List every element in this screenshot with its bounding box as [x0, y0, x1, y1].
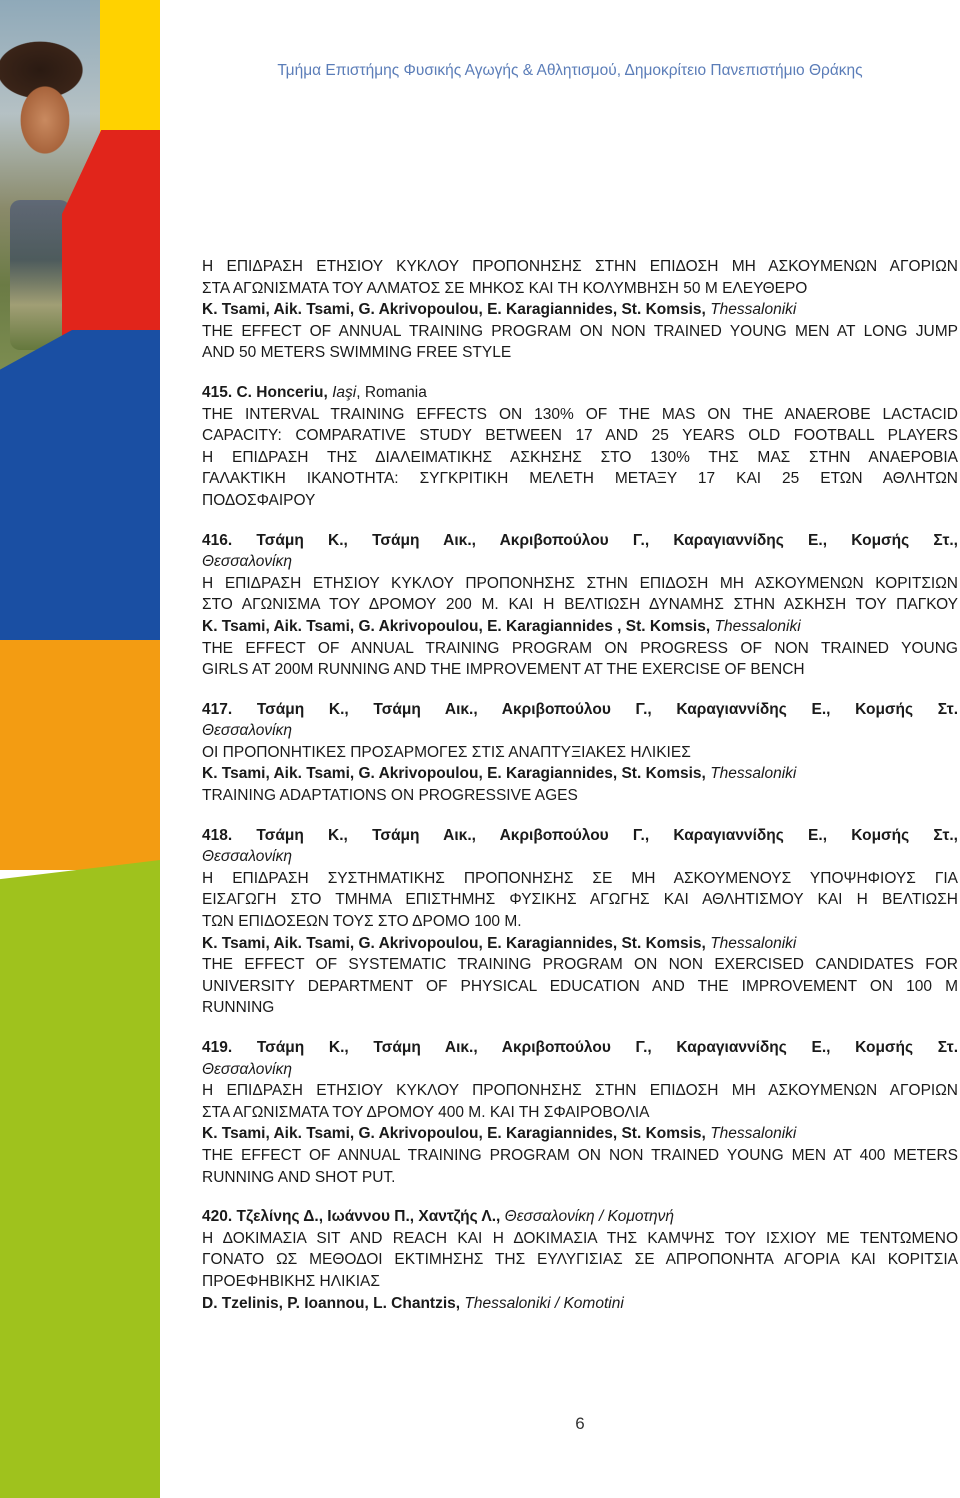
gr-authors: 417. Τσάμη Κ., Τσάμη Αικ., Ακριβοπούλου Γ., Καραγιαννίδης Ε., Κομσής Στ. [202, 700, 958, 718]
en-city: Iaşi [332, 383, 357, 401]
gr-title-line: ΠΟΔΟΣΦΑΙΡΟΥ [202, 491, 316, 509]
en-city: Thessaloniki [714, 617, 801, 635]
en-authors: K. Tsami, Aik. Tsami, G. Akrivopoulou, E. Karagiannides , St. Komsis, [202, 617, 711, 635]
gr-title-line: Η ΔΟΚΙΜΑΣΙΑ SIT AND REACH ΚΑΙ Η ΔΟΚΙΜΑΣΙΑ ΤΗΣ ΚΑΜΨΗΣ ΤΟΥ ΙΣΧΙΟΥ ΜΕ ΤΕΝΤΩΜΕΝΟ [202, 1229, 958, 1247]
page-header: Τμήμα Επιστήμης Φυσικής Αγωγής & Αθλητισμού, Δημοκρίτειο Πανεπιστήμιο Θράκης [277, 62, 863, 79]
abstract-416 [202, 530, 958, 681]
en-title-line: RUNNING [202, 999, 275, 1017]
gr-title-line: ΣΤΟ ΑΓΩΝΙΣΜΑ ΤΟΥ ΔΡΟΜΟΥ 200 Μ. ΚΑΙ Η ΒΕΛΤΙΩΣΗ ΔΥΝΑΜΗΣ ΣΤΗΝ ΑΣΚΗΣΗ ΤΟΥ ΠΑΓΚΟΥ [202, 596, 958, 614]
gr-title-line: ΣΤΑ ΑΓΩΝΙΣΜΑΤΑ ΤΟΥ ΑΛΜΑΤΟΣ ΣΕ ΜΗΚΟΣ ΚΑΙ ΤΗ ΚΟΛΥΜΒΗΣΗ 50 Μ ΕΛΕΥΘΕΡΟ [202, 279, 808, 297]
en-title-line: THE EFFECT OF ANNUAL TRAINING PROGRAM ON NON TRAINED YOUNG MEN AT LONG JUMP [202, 322, 958, 340]
gr-title-line: ΠΡΟΕΦΗΒΙΚΗΣ ΗΛΙΚΙΑΣ [202, 1272, 380, 1290]
gr-title-line: Η ΕΠΙΔΡΑΣΗ ΕΤΗΣΙΟΥ ΚΥΚΛΟΥ ΠΡΟΠΟΝΗΣΗΣ ΣΤΗΝ ΕΠΙΔΟΣΗ ΜΗ ΑΣΚΟΥΜΕΝΩΝ ΑΓΟΡΙΩΝ [202, 258, 958, 275]
en-title-line: CAPACITY: COMPARATIVE STUDY BETWEEN 17 AND 25 YEARS OLD FOOTBALL PLAYERS [202, 427, 958, 445]
en-title-line: GIRLS AT 200M RUNNING AND THE IMPROVEMENT AT THE EXERCISE OF BENCH [202, 661, 805, 679]
en-city: Thessaloniki / Komotini [464, 1294, 624, 1312]
en-authors: C. Honceriu, [236, 383, 328, 401]
en-title-line: THE INTERVAL TRAINING EFFECTS ON 130% OF THE MAS ON THE ANAEROBE LACTACID [202, 405, 958, 423]
abstract-420 [202, 1206, 958, 1314]
en-title-line: UNIVERSITY DEPARTMENT OF PHYSICAL EDUCATION AND THE IMPROVEMENT ON 100 M [202, 977, 958, 995]
en-authors: K. Tsami, Aik. Tsami, G. Akrivopoulou, E. Karagiannides, St. Komsis, [202, 1125, 706, 1143]
en-title-line: TRAINING ADAPTATIONS ON PROGRESSIVE AGES [202, 787, 578, 805]
abstract-415 [202, 382, 958, 512]
abstract-419 [202, 1037, 958, 1188]
en-authors: K. Tsami, Aik. Tsami, G. Akrivopoulou, E. Karagiannides, St. Komsis, [202, 934, 706, 952]
en-city: Thessaloniki [710, 765, 797, 783]
en-authors: D. Tzelinis, P. Ioannou, L. Chantzis, [202, 1294, 461, 1312]
gr-authors: 419. Τσάμη Κ., Τσάμη Αικ., Ακριβοπούλου Γ., Καραγιαννίδης Ε., Κομσής Στ. [202, 1039, 958, 1056]
abstracts-list [202, 256, 958, 1314]
en-title-line: THE EFFECT OF ANNUAL TRAINING PROGRAM ON NON TRAINED YOUNG MEN AT 400 METERS [202, 1146, 958, 1164]
gr-title-line: ΓΟΝΑΤΟ ΩΣ ΜΕΘΟΔΟΙ ΕΚΤΙΜΗΣΗΣ ΤΗΣ ΕΥΛΥΓΙΣΙΑΣ ΣΕ ΑΠΡΟΠΟΝΗΤΑ ΑΓΟΡΙΑ ΚΑΙ ΚΟΡΙΤΣΙΑ [202, 1251, 958, 1269]
orange-stripe [0, 640, 160, 870]
gr-city: Θεσσαλονίκη [202, 1060, 292, 1078]
gr-city: Θεσσαλονίκη [202, 722, 292, 740]
gr-city: Θεσσαλονίκη / Κομοτηνή [504, 1208, 674, 1226]
gr-title-line: ΣΤΑ ΑΓΩΝΙΣΜΑΤΑ ΤΟΥ ΔΡΟΜΟΥ 400 Μ. ΚΑΙ ΤΗ ΣΦΑΙΡΟΒΟΛΙΑ [202, 1103, 650, 1121]
abstract-418 [202, 825, 958, 1019]
gr-title-line: Η ΕΠΙΔΡΑΣΗ ΤΗΣ ΔΙΑΛΕΙΜΑΤΙΚΗΣ ΑΣΚΗΣΗΣ ΣΤΟ 130% ΤΗΣ ΜΑΣ ΣΤΗΝ ΑΝΑΕΡΟΒΙΑ [202, 448, 958, 466]
runners-photo-detail [10, 200, 70, 350]
gr-city: Θεσσαλονίκη [202, 848, 292, 866]
gr-title-line: ΟΙ ΠΡΟΠΟΝΗΤΙΚΕΣ ΠΡΟΣΑΡΜΟΓΕΣ ΣΤΙΣ ΑΝΑΠΤΥΞΙΑΚΕΣ ΗΛΙΚΙΕΣ [202, 743, 691, 761]
gr-title-line: ΤΩΝ ΕΠΙΔΟΣΕΩΝ ΤΟΥΣ ΣΤΟ ΔΡΟΜΟ 100 Μ. [202, 913, 522, 931]
decorative-side-band [0, 0, 160, 1498]
en-title-line: RUNNING AND SHOT PUT. [202, 1168, 396, 1186]
abstract-414 [202, 256, 958, 364]
en-city: Thessaloniki [710, 301, 797, 319]
gr-title-line: Η ΕΠΙΔΡΑΣΗ ΣΥΣΤΗΜΑΤΙΚΗΣ ΠΡΟΠΟΝΗΣΗΣ ΣΕ ΜΗ ΑΣΚΟΥΜΕΝΟΥΣ ΥΠΟΨΗΦΙΟΥΣ ΓΙΑ [202, 869, 958, 887]
abstract-number: 415. [202, 383, 233, 401]
en-title-line: AND 50 METERS SWIMMING FREE STYLE [202, 344, 512, 362]
abstract-417 [202, 699, 958, 807]
en-city: Thessaloniki [710, 1125, 797, 1143]
blue-stripe [0, 330, 160, 660]
en-authors: K. Tsami, Aik. Tsami, G. Akrivopoulou, E. Karagiannides, St. Komsis, [202, 301, 706, 319]
gr-authors: 420. Τζελίνης Δ., Ιωάννου Π., Χαντζής Λ., [202, 1208, 501, 1226]
en-title-line: THE EFFECT OF ANNUAL TRAINING PROGRAM ON PROGRESS OF NON TRAINED YOUNG [202, 639, 958, 657]
gr-authors: 416. Τσάμη Κ., Τσάμη Αικ., Ακριβοπούλου Γ., Καραγιαννίδης Ε., Κομσής Στ., [202, 531, 958, 549]
en-authors: K. Tsami, Aik. Tsami, G. Akrivopoulou, E. Karagiannides, St. Komsis, [202, 765, 706, 783]
en-title-line: THE EFFECT OF SYSTEMATIC TRAINING PROGRAM ON NON EXERCISED CANDIDATES FOR [202, 956, 958, 974]
gr-title-line: ΓΑΛΑΚΤΙΚΗ ΙΚΑΝΟΤΗΤΑ: ΣΥΓΚΡΙΤΙΚΗ ΜΕΛΕΤΗ ΜΕΤΑΞΥ 17 ΚΑΙ 25 ΕΤΩΝ ΑΘΛΗΤΩΝ [202, 470, 958, 488]
gr-title-line: ΕΙΣΑΓΩΓΗ ΣΤΟ ΤΜΗΜΑ ΕΠΙΣΤΗΜΗΣ ΦΥΣΙΚΗΣ ΑΓΩΓΗΣ ΚΑΙ ΑΘΛΗΤΙΣΜΟΥ ΚΑΙ Η ΒΕΛΤΙΩΣΗ [202, 891, 958, 909]
gr-title-line: Η ΕΠΙΔΡΑΣΗ ΕΤΗΣΙΟΥ ΚΥΚΛΟΥ ΠΡΟΠΟΝΗΣΗΣ ΣΤΗΝ ΕΠΙΔΟΣΗ ΜΗ ΑΣΚΟΥΜΕΝΩΝ ΑΓΟΡΙΩΝ [202, 1082, 958, 1100]
gr-city: Θεσσαλονίκη [202, 553, 292, 571]
page-number: 6 [575, 1414, 585, 1433]
country: , Romania [356, 383, 427, 401]
green-stripe [0, 860, 160, 1498]
gr-authors: 418. Τσάμη Κ., Τσάμη Αικ., Ακριβοπούλου Γ., Καραγιαννίδης Ε., Κομσής Στ., [202, 826, 958, 844]
en-city: Thessaloniki [710, 934, 797, 952]
gr-title-line: Η ΕΠΙΔΡΑΣΗ ΕΤΗΣΙΟΥ ΚΥΚΛΟΥ ΠΡΟΠΟΝΗΣΗΣ ΣΤΗΝ ΕΠΙΔΟΣΗ ΜΗ ΑΣΚΟΥΜΕΝΩΝ ΚΟΡΙΤΣΙΩΝ [202, 574, 958, 592]
